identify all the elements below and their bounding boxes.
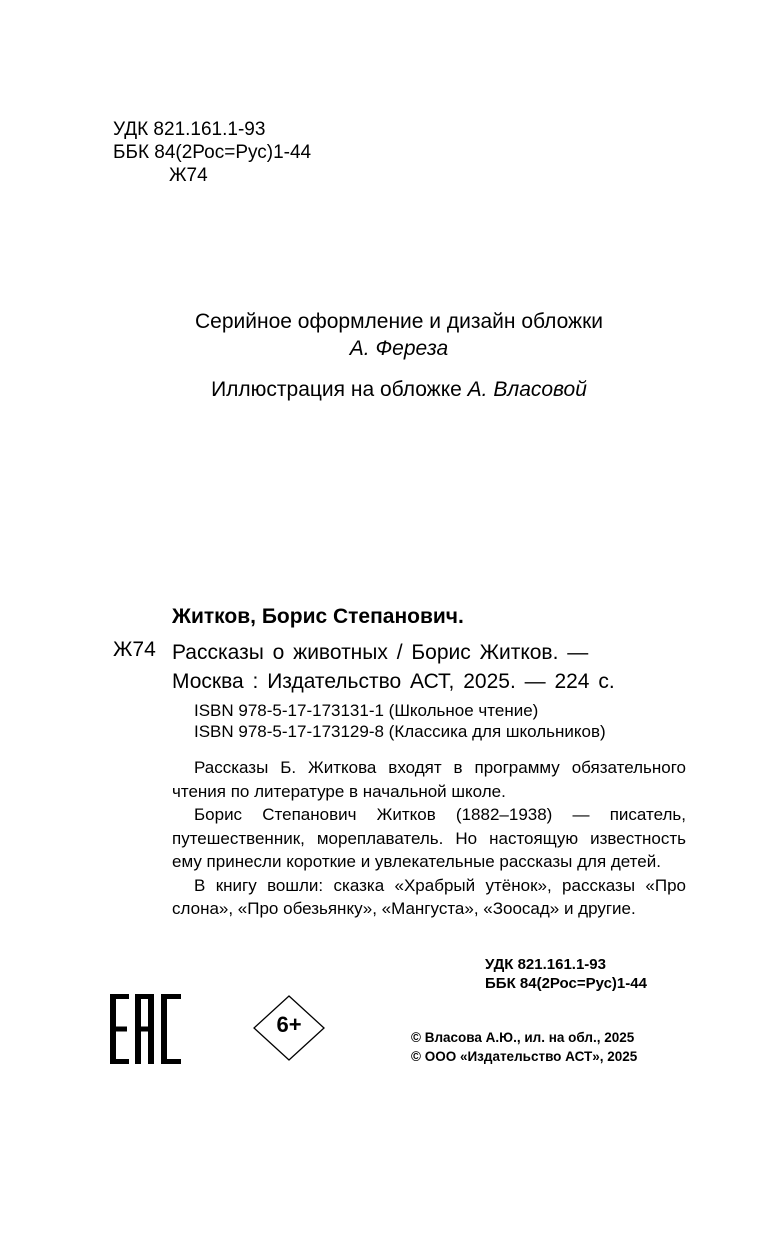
isbn-2: ISBN 978-5-17-173129-8 (Классика для школьников) xyxy=(194,722,606,741)
eac-mark-icon xyxy=(110,994,182,1064)
bbk-code: ББК 84(2Рос=Рус)1-44 xyxy=(113,142,312,163)
isbn-1: ISBN 978-5-17-173131-1 (Школьное чтение) xyxy=(194,701,539,720)
top-classification xyxy=(113,118,311,187)
copyright-publisher: © ООО «Издательство АСТ», 2025 xyxy=(411,1049,638,1064)
udk-code: УДК 821.161.1-93 xyxy=(485,956,606,973)
copyright-illustrator: © Власова А.Ю., ил. на обл., 2025 xyxy=(411,1030,635,1045)
annotation-paragraph: В книгу вошли: сказка «Храбрый утёнок», рассказы «Про слона», «Про обезьянку», «Мангуста», «Зоосад» и другие. xyxy=(172,875,686,918)
catalog-author: Житков, Борис Степанович. xyxy=(172,605,464,628)
annotation-paragraph: Борис Степанович Житков (1882–1938) — писатель, путешественник, мореплаватель. Но настоящую известность ему принесли короткие и увлекательные рассказы для детей. xyxy=(172,805,686,871)
catalog-code: Ж74 xyxy=(113,638,156,661)
series-designer: А. Фереза xyxy=(349,337,449,360)
publisher-line: Москва : Издательство АСТ, 2025. — 224 с. xyxy=(172,670,615,693)
illustration-credit: Иллюстрация на обложке А. Власовой xyxy=(211,378,587,401)
bibliographic-entry xyxy=(172,638,615,696)
bottom-classification xyxy=(485,955,647,993)
bbk-code: ББК 84(2Рос=Рус)1-44 xyxy=(485,975,647,992)
isbn-block xyxy=(194,700,606,742)
title-line: Рассказы о животных / Борис Житков. — xyxy=(172,641,589,664)
author-mark: Ж74 xyxy=(169,165,208,186)
series-design-label: Серийное оформление и дизайн обложки xyxy=(195,310,603,333)
copyright-block xyxy=(411,1028,637,1066)
udk-code: УДК 821.161.1-93 xyxy=(113,119,266,140)
annotation-paragraph: Рассказы Б. Житкова входят в программу обязательного чтения по литературе в начальной школе. xyxy=(172,758,686,801)
annotation xyxy=(172,756,686,921)
age-rating: 6+ xyxy=(276,1012,302,1037)
